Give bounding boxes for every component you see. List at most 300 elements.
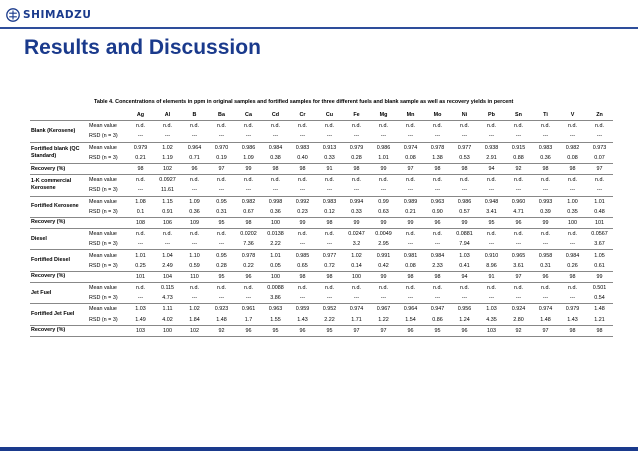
table-row [30, 293, 613, 304]
table-cell: 2.91 [478, 153, 505, 164]
table-cell: n.d. [136, 123, 145, 130]
table-cell: 1.24 [451, 315, 478, 326]
table-cell: 98 [451, 163, 478, 174]
table-cell: 0.90 [424, 207, 451, 218]
table-cell: 1.54 [397, 315, 424, 326]
table-cell: 1.04 [162, 252, 173, 259]
table-cell: 95 [208, 217, 235, 228]
row-group-label: 1-K commercial Kerosene [30, 175, 88, 196]
table-cell: n.d. [406, 231, 415, 238]
table-cell: n.d. [541, 231, 550, 238]
column-header: Ni [451, 110, 478, 121]
table-cell: --- [127, 185, 154, 196]
table-cell: --- [289, 131, 316, 142]
table-cell: 1.49 [127, 315, 154, 326]
table-cell: 1.01 [270, 252, 281, 259]
table-cell: 99 [370, 271, 397, 282]
table-cell: 0.981 [403, 252, 418, 259]
table-cell: 104 [154, 271, 181, 282]
table-cell: 0.07 [586, 153, 613, 164]
table-cell: n.d. [136, 285, 145, 292]
table-cell: n.d. [217, 231, 226, 238]
table-cell: 0.95 [216, 252, 227, 259]
table-cell: 0.986 [376, 144, 391, 151]
table-cell: 0.959 [295, 306, 310, 313]
table-cell: 1.01 [135, 252, 146, 259]
table-cell: 0.984 [430, 252, 445, 259]
table-cell: 0.947 [430, 306, 445, 313]
table-cell: n.d. [379, 285, 388, 292]
table-cell: 0.28 [343, 153, 370, 164]
table-cell: --- [478, 293, 505, 304]
table-cell: 1.55 [262, 315, 289, 326]
table-cell: 0.31 [532, 261, 559, 272]
table-cell: --- [397, 185, 424, 196]
table-cell: --- [424, 239, 451, 250]
table-cell: --- [451, 185, 478, 196]
table-cell: 0.36 [262, 207, 289, 218]
table-cell: 1.43 [289, 315, 316, 326]
table-cell: 100 [262, 217, 289, 228]
table-cell: 95 [316, 325, 343, 336]
table-row [30, 142, 613, 153]
table-cell: 0.974 [403, 144, 418, 151]
table-cell: 91 [316, 163, 343, 174]
row-group-label: Fortified Diesel [30, 250, 88, 271]
table-cell: 1.11 [162, 306, 173, 313]
table-cell: --- [181, 239, 208, 250]
table-cell: 0.0138 [267, 231, 284, 238]
table-cell: 91 [478, 271, 505, 282]
table-cell: 0.984 [268, 144, 283, 151]
table-cell: --- [586, 185, 613, 196]
row-group-label: Recovery (%) [30, 217, 127, 228]
row-group-label: Recovery (%) [30, 271, 127, 282]
table-cell: 0.979 [133, 144, 148, 151]
table-cell: 98 [316, 271, 343, 282]
table-cell: n.d. [487, 123, 496, 130]
table-cell: 94 [451, 271, 478, 282]
table-cell: 0.95 [216, 198, 227, 205]
table-cell: 95 [208, 271, 235, 282]
table-row [30, 175, 613, 186]
table-cell: n.d. [244, 177, 253, 184]
table-cell: 0.99 [378, 198, 389, 205]
table-cell: 0.960 [511, 198, 526, 205]
logo-text: SHIMADZU [23, 9, 92, 21]
table-cell: --- [532, 293, 559, 304]
results-table [30, 110, 613, 337]
table-cell: --- [262, 185, 289, 196]
table-row [30, 229, 613, 240]
table-cell: --- [127, 131, 154, 142]
table-cell: 0.501 [592, 285, 607, 292]
table-cell: 0.915 [511, 144, 526, 151]
column-header: Ag [127, 110, 154, 121]
table-cell: n.d. [325, 123, 334, 130]
table-cell: 0.910 [484, 252, 499, 259]
table-cell: 0.57 [451, 207, 478, 218]
table-cell: 0.65 [289, 261, 316, 272]
table-cell: 95 [478, 217, 505, 228]
table-cell: n.d. [298, 285, 307, 292]
table-cell: --- [235, 131, 262, 142]
table-cell: 2.49 [154, 261, 181, 272]
table-cell: 0.992 [295, 198, 310, 205]
table-cell: n.d. [568, 123, 577, 130]
table-cell: 0.970 [214, 144, 229, 151]
table-cell: n.d. [190, 231, 199, 238]
table-cell: 0.41 [451, 261, 478, 272]
table-cell: 0.86 [424, 315, 451, 326]
table-row [30, 207, 613, 218]
row-stat-label: RSD (n = 3) [88, 131, 127, 142]
table-cell: --- [316, 185, 343, 196]
table-cell: 0.59 [181, 261, 208, 272]
table-cell: 0.33 [343, 207, 370, 218]
table-cell: 0.40 [289, 153, 316, 164]
column-header: Fe [343, 110, 370, 121]
table-cell: --- [289, 239, 316, 250]
shimadzu-logo [6, 8, 92, 22]
column-header: Al [154, 110, 181, 121]
table-cell: 0.977 [457, 144, 472, 151]
table-cell: n.d. [460, 177, 469, 184]
table-cell: n.d. [217, 285, 226, 292]
table-cell: 1.09 [235, 153, 262, 164]
table-cell: n.d. [298, 231, 307, 238]
table-cell: 0.05 [262, 261, 289, 272]
table-cell: --- [343, 131, 370, 142]
table-cell: 0.0567 [591, 231, 608, 238]
table-row [30, 250, 613, 261]
table-cell: 98 [289, 271, 316, 282]
table-cell: 0.91 [154, 207, 181, 218]
table-cell: --- [505, 239, 532, 250]
row-stat-label: RSD (n = 3) [88, 315, 127, 326]
table-cell: --- [262, 131, 289, 142]
header-corner [30, 110, 88, 121]
row-group-label: Diesel [30, 229, 88, 250]
table-cell: 4.35 [478, 315, 505, 326]
column-header: Mo [424, 110, 451, 121]
table-cell: n.d. [379, 177, 388, 184]
row-stat-label: RSD (n = 3) [88, 185, 127, 196]
table-cell: 108 [127, 217, 154, 228]
table-cell: --- [181, 185, 208, 196]
table-cell: 0.963 [268, 306, 283, 313]
table-cell: n.d. [487, 177, 496, 184]
table-cell: 4.73 [154, 293, 181, 304]
table-cell: --- [397, 131, 424, 142]
table-cell: n.d. [568, 231, 577, 238]
table-cell: 0.53 [451, 153, 478, 164]
table-cell: 0.991 [376, 252, 391, 259]
table-cell: 0.36 [181, 207, 208, 218]
table-cell: --- [370, 131, 397, 142]
table-cell: 1.21 [586, 315, 613, 326]
table-cell: 0.08 [397, 153, 424, 164]
header-corner [88, 110, 127, 121]
table-cell: 3.61 [505, 261, 532, 272]
table-cell: --- [505, 185, 532, 196]
table-cell: 0.88 [505, 153, 532, 164]
table-cell: --- [397, 239, 424, 250]
column-header: Cr [289, 110, 316, 121]
table-cell: 0.19 [208, 153, 235, 164]
row-stat-label: RSD (n = 3) [88, 239, 127, 250]
table-cell: n.d. [244, 285, 253, 292]
table-cell: --- [505, 131, 532, 142]
header-divider [0, 27, 638, 29]
table-cell: 95 [424, 325, 451, 336]
table-cell: 100 [343, 271, 370, 282]
table-cell: 0.0881 [456, 231, 473, 238]
table-cell: --- [181, 293, 208, 304]
column-header: Cd [262, 110, 289, 121]
table-cell: 1.48 [532, 315, 559, 326]
table-cell: 0.998 [268, 198, 283, 205]
table-cell: 102 [181, 325, 208, 336]
table-cell: 0.984 [565, 252, 580, 259]
table-cell: 96 [451, 325, 478, 336]
table-cell: 0.952 [322, 306, 337, 313]
table-cell: n.d. [433, 231, 442, 238]
table-cell: 96 [532, 271, 559, 282]
table-cell: 2.80 [505, 315, 532, 326]
table-cell: n.d. [325, 231, 334, 238]
table-cell: 0.36 [532, 153, 559, 164]
table-cell: 1.19 [154, 153, 181, 164]
table-cell: 0.978 [241, 252, 256, 259]
table-cell: --- [343, 293, 370, 304]
table-cell: 99 [370, 163, 397, 174]
table-cell: n.d. [433, 123, 442, 130]
table-cell: 96 [505, 217, 532, 228]
table-cell: 1.01 [594, 198, 605, 205]
table-cell: 97 [532, 325, 559, 336]
table-cell: 0.979 [565, 306, 580, 313]
row-stat-label: RSD (n = 3) [88, 293, 127, 304]
table-cell: 1.02 [162, 144, 173, 151]
table-cell: 8.96 [478, 261, 505, 272]
table-cell: n.d. [271, 123, 280, 130]
table-cell: 0.35 [559, 207, 586, 218]
table-cell: 94 [478, 163, 505, 174]
table-cell: n.d. [190, 123, 199, 130]
shimadzu-logo-icon [6, 8, 20, 22]
table-cell: --- [127, 239, 154, 250]
column-header: Sn [505, 110, 532, 121]
table-cell: 97 [370, 325, 397, 336]
table-cell: 1.84 [181, 315, 208, 326]
table-cell: 0.31 [208, 207, 235, 218]
table-cell: n.d. [514, 231, 523, 238]
table-cell: 0.72 [316, 261, 343, 272]
table-cell: --- [505, 293, 532, 304]
table-cell: 98 [586, 325, 613, 336]
row-group-label: Fortified Jet Fuel [30, 304, 88, 325]
table-cell: 0.25 [127, 261, 154, 272]
table-cell: n.d. [406, 123, 415, 130]
row-stat-label: RSD (n = 3) [88, 261, 127, 272]
table-body [30, 121, 613, 337]
table-cell: n.d. [568, 285, 577, 292]
table-cell: 0.61 [586, 261, 613, 272]
table-cell: --- [154, 239, 181, 250]
row-group-label: Fortified Kerosene [30, 196, 88, 217]
table-cell: 0.21 [397, 207, 424, 218]
table-cell: 0.23 [289, 207, 316, 218]
table-cell: 0.985 [295, 252, 310, 259]
table-cell: n.d. [217, 177, 226, 184]
table-cell: n.d. [487, 231, 496, 238]
table-cell: 1.03 [135, 306, 146, 313]
table-cell: --- [532, 239, 559, 250]
table-cell: 0.974 [538, 306, 553, 313]
table-cell: --- [397, 293, 424, 304]
table-cell: 99 [370, 217, 397, 228]
row-stat-label: Mean value [89, 144, 117, 151]
table-cell: n.d. [514, 123, 523, 130]
table-cell: 1.09 [189, 198, 200, 205]
table-cell: 0.38 [262, 153, 289, 164]
table-cell: 101 [127, 271, 154, 282]
table-cell: --- [424, 131, 451, 142]
table-cell: 0.0247 [348, 231, 365, 238]
table-cell: 98 [397, 271, 424, 282]
table-cell: 100 [154, 325, 181, 336]
table-cell: n.d. [352, 177, 361, 184]
table-cell: n.d. [541, 123, 550, 130]
table-cell: --- [316, 293, 343, 304]
table-cell: 0.979 [349, 144, 364, 151]
table-cell: 97 [397, 163, 424, 174]
table-cell: 1.01 [370, 153, 397, 164]
table-cell: 0.913 [322, 144, 337, 151]
table-cell: --- [289, 185, 316, 196]
column-header: Ti [532, 110, 559, 121]
table-cell: 1.22 [370, 315, 397, 326]
table-cell: 3.41 [478, 207, 505, 218]
table-cell: 97 [208, 163, 235, 174]
table-cell: 0.54 [586, 293, 613, 304]
table-cell: 1.03 [459, 252, 470, 259]
column-header: Mg [370, 110, 397, 121]
column-header: B [181, 110, 208, 121]
table-cell: 0.08 [397, 261, 424, 272]
table-cell: 96 [397, 325, 424, 336]
table-cell: n.d. [487, 285, 496, 292]
table-cell: 1.05 [594, 252, 605, 259]
row-stat-label: Mean value [89, 252, 117, 259]
table-cell: 2.22 [262, 239, 289, 250]
row-stat-label: Mean value [89, 123, 117, 130]
table-cell: 11.61 [154, 185, 181, 196]
column-header: Zn [586, 110, 613, 121]
table-cell: 1.10 [189, 252, 200, 259]
table-cell: --- [451, 131, 478, 142]
table-cell: 0.14 [343, 261, 370, 272]
table-cell: --- [316, 131, 343, 142]
table-cell: 97 [505, 271, 532, 282]
table-cell: 0.22 [235, 261, 262, 272]
table-cell: 1.15 [162, 198, 173, 205]
table-cell: n.d. [325, 177, 334, 184]
table-cell: n.d. [325, 285, 334, 292]
table-cell: n.d. [460, 285, 469, 292]
table-cell: 0.48 [586, 207, 613, 218]
table-cell: 1.08 [135, 198, 146, 205]
table-cell: 7.94 [451, 239, 478, 250]
table-cell: 0.21 [127, 153, 154, 164]
table-cell: 3.67 [586, 239, 613, 250]
table-cell: n.d. [190, 177, 199, 184]
table-cell: --- [559, 239, 586, 250]
recovery-row [30, 163, 613, 174]
table-cell: n.d. [352, 285, 361, 292]
table-cell: --- [343, 185, 370, 196]
table-cell: 96 [235, 271, 262, 282]
table-cell: 4.02 [154, 315, 181, 326]
table-cell: --- [181, 131, 208, 142]
table-cell: --- [127, 293, 154, 304]
column-header: Ca [235, 110, 262, 121]
page-title: Results and Discussion [24, 36, 261, 59]
table-cell: 98 [424, 163, 451, 174]
table-cell: 97 [343, 325, 370, 336]
table-cell: 98 [559, 271, 586, 282]
table-cell: --- [559, 131, 586, 142]
table-cell: n.d. [271, 177, 280, 184]
table-cell: n.d. [163, 123, 172, 130]
table-cell: 4.71 [505, 207, 532, 218]
table-cell: 98 [127, 163, 154, 174]
row-group-label: Fortified blank (QC Standard) [30, 142, 88, 163]
table-cell: 1.48 [208, 315, 235, 326]
table-cell: 0.965 [511, 252, 526, 259]
table-cell: 98 [316, 217, 343, 228]
table-cell: 103 [478, 325, 505, 336]
table-cell: 95 [262, 325, 289, 336]
table-cell: 96 [424, 217, 451, 228]
table-cell: 0.08 [559, 153, 586, 164]
table-cell: 1.02 [351, 252, 362, 259]
table-cell: 2.22 [316, 315, 343, 326]
table-cell: 0.989 [403, 198, 418, 205]
recovery-row [30, 325, 613, 336]
row-stat-label: Mean value [89, 231, 117, 238]
table-cell: 96 [235, 325, 262, 336]
table-row [30, 121, 613, 132]
table-cell: 3.86 [262, 293, 289, 304]
table-cell: --- [586, 131, 613, 142]
table-cell: 0.973 [592, 144, 607, 151]
table-cell: 98 [559, 325, 586, 336]
table-cell: 100 [262, 271, 289, 282]
column-header: Cu [316, 110, 343, 121]
table-cell: 0.983 [538, 144, 553, 151]
table-cell: 7.36 [235, 239, 262, 250]
table-cell: 0.63 [370, 207, 397, 218]
table-cell: 0.67 [235, 207, 262, 218]
row-stat-label: Mean value [89, 177, 117, 184]
table-cell: --- [478, 239, 505, 250]
table-cell: --- [478, 131, 505, 142]
table-cell: 0.923 [214, 306, 229, 313]
table-cell: 0.33 [316, 153, 343, 164]
table-cell: 0.924 [511, 306, 526, 313]
